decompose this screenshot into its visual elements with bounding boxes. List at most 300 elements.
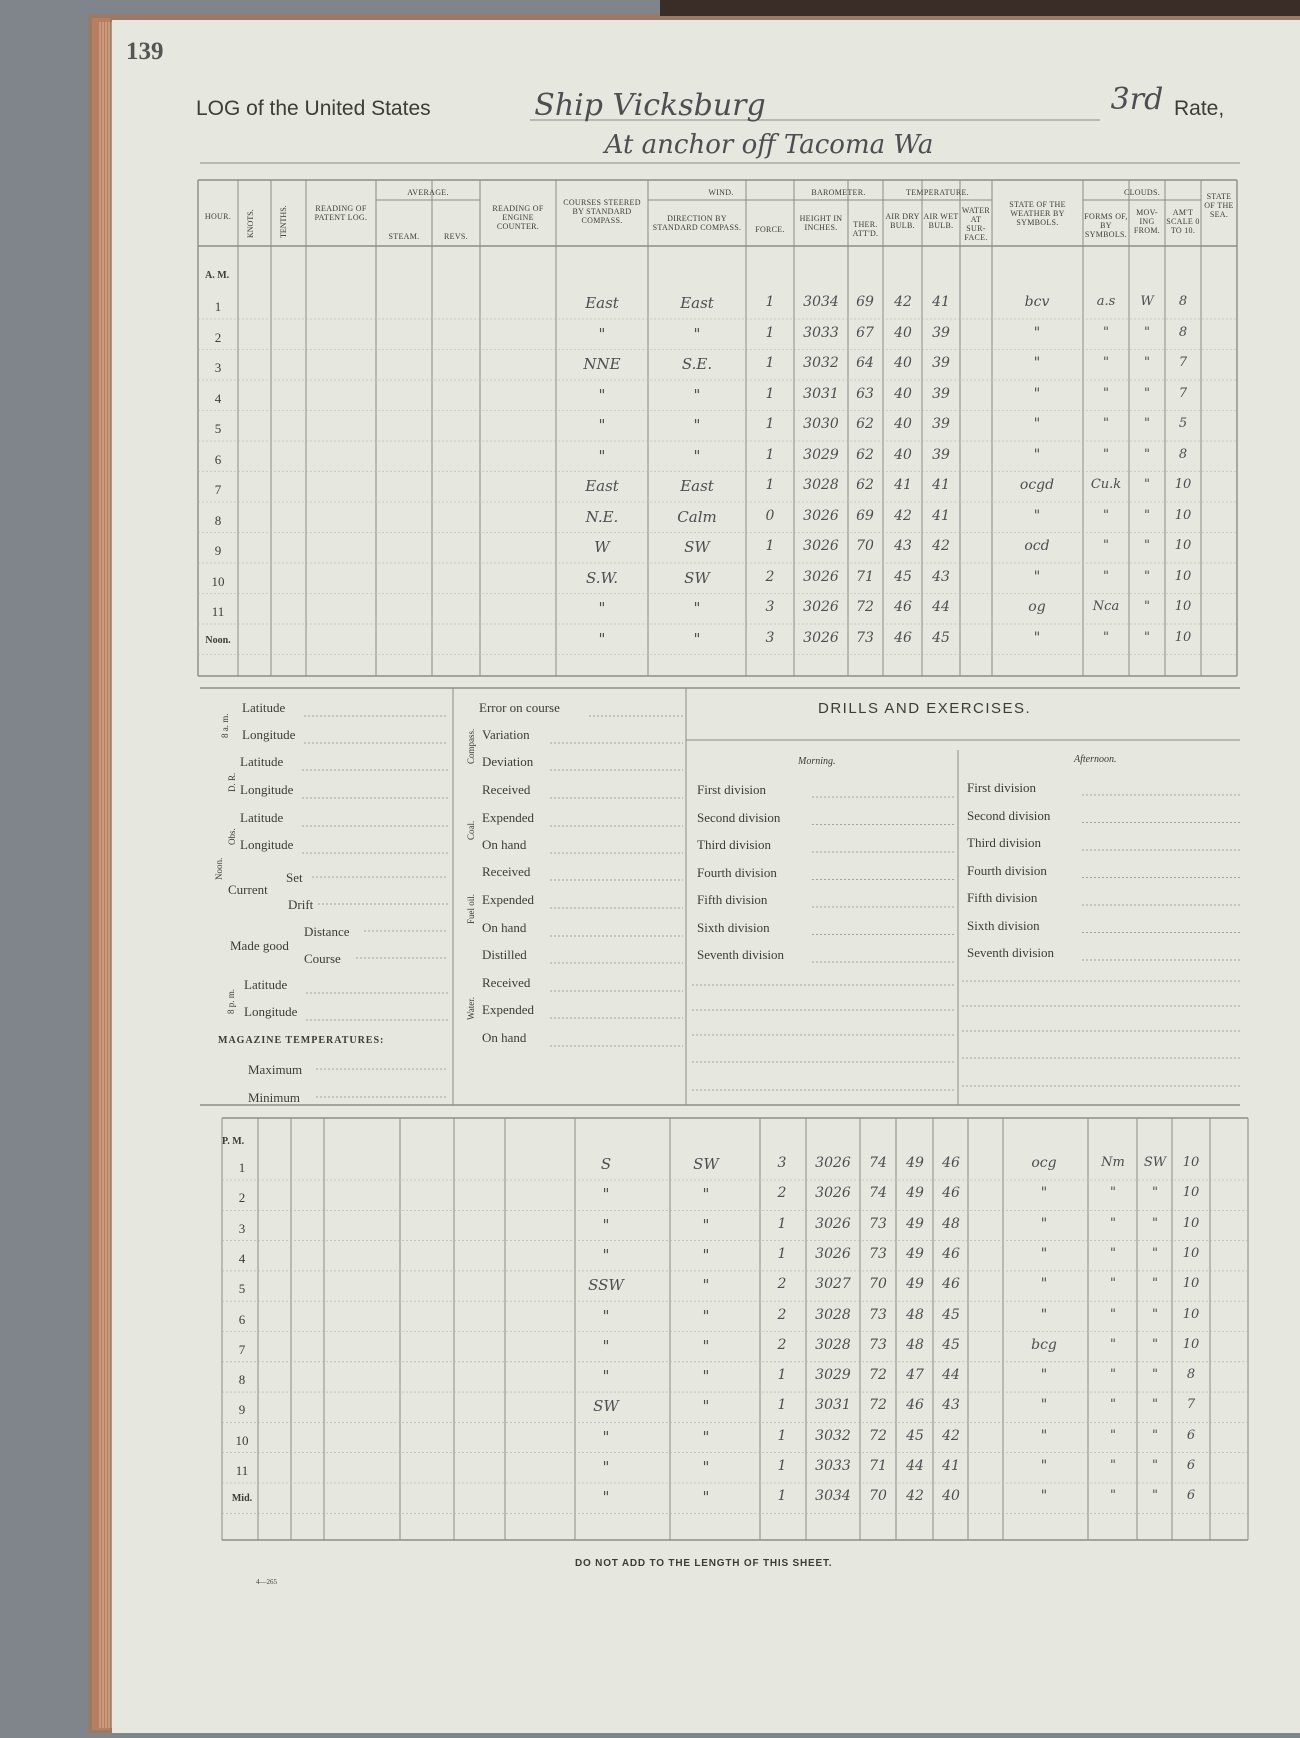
am-amount-entry: 8 xyxy=(1178,324,1188,340)
pm-course-entry: " xyxy=(602,1245,610,1264)
pm-amount-entry: 6 xyxy=(1186,1427,1196,1443)
course-label: Course xyxy=(304,951,341,966)
current-label: Current xyxy=(228,882,268,897)
fuel-side-label: Fuel oil. xyxy=(466,893,476,924)
am-force-entry: 1 xyxy=(765,416,775,432)
pm-ther-entry: 73 xyxy=(869,1336,887,1353)
am-dry-entry: 46 xyxy=(894,629,912,646)
am-force-entry: 1 xyxy=(765,538,775,554)
pm-dry-entry: 49 xyxy=(906,1245,924,1262)
position-longitude-label: Longitude xyxy=(244,1004,298,1019)
am-dir-entry: " xyxy=(693,324,701,343)
am-dir-entry: Calm xyxy=(677,507,717,526)
am-moving-entry: " xyxy=(1144,416,1150,431)
pm-dir-entry: " xyxy=(702,1458,710,1476)
ship-name: Ship Vicksburg xyxy=(534,88,766,123)
pm-dry-entry: 48 xyxy=(906,1306,924,1323)
pm-amount-entry: 8 xyxy=(1186,1367,1196,1383)
am-wet-entry: 43 xyxy=(932,568,950,585)
coal-side-label: Coal. xyxy=(466,820,476,840)
binding-edge xyxy=(92,18,110,1730)
revs-header: REVS. xyxy=(444,232,468,241)
pm-ther-entry: 72 xyxy=(869,1427,887,1444)
weather-header: STATE OF THE WEATHER BY SYMBOLS. xyxy=(1009,200,1066,227)
am-ther-entry: 69 xyxy=(856,507,874,524)
am-ther-entry: 73 xyxy=(856,629,874,646)
pm-course-entry: S xyxy=(600,1155,612,1173)
am-wet-entry: 39 xyxy=(932,446,950,463)
am-dir-entry: SW xyxy=(684,538,710,556)
pm-dry-entry: 49 xyxy=(906,1185,924,1202)
morning-label: Morning. xyxy=(798,756,836,767)
pm-hour-label: 9 xyxy=(238,1402,246,1418)
pm-moving-entry: " xyxy=(1152,1306,1158,1322)
pm-weather-entry: " xyxy=(1040,1458,1048,1474)
am-amount-entry: 8 xyxy=(1178,446,1188,462)
pm-dir-entry: " xyxy=(702,1397,710,1416)
pm-forms-entry: " xyxy=(1110,1276,1116,1292)
set-label: Set xyxy=(286,870,303,885)
pm-wet-entry: 43 xyxy=(942,1397,960,1414)
am-force-entry: 3 xyxy=(765,599,775,615)
pm-amount-entry: 10 xyxy=(1182,1215,1200,1231)
am-dry-entry: 40 xyxy=(894,385,912,402)
pm-height-entry: 3026 xyxy=(815,1155,851,1171)
am-dry-entry: 43 xyxy=(894,538,912,554)
pm-amount-entry: 6 xyxy=(1186,1458,1196,1473)
pm-moving-entry: " xyxy=(1152,1427,1158,1443)
am-dir-entry: " xyxy=(693,416,701,434)
pm-moving-entry: " xyxy=(1152,1185,1158,1201)
position-latitude-label: Latitude xyxy=(242,700,286,715)
water-side-label: Water. xyxy=(466,996,476,1020)
am-moving-entry: " xyxy=(1144,599,1150,614)
am-ther-entry: 67 xyxy=(856,324,874,341)
afternoon-division-label: Fifth division xyxy=(967,890,1038,905)
am-weather-entry: ocgd xyxy=(1019,477,1055,493)
pm-height-entry: 3027 xyxy=(815,1276,851,1293)
pm-hour-label: 3 xyxy=(238,1220,246,1236)
pm-height-entry: 3026 xyxy=(815,1245,851,1262)
pm-hour-label: 1 xyxy=(238,1160,246,1175)
am-amount-entry: 10 xyxy=(1174,599,1192,614)
am-hour-label: 3 xyxy=(214,360,222,375)
pm-force-entry: 2 xyxy=(777,1276,787,1293)
am-amount-entry: 10 xyxy=(1174,507,1192,523)
pm-height-entry: 3031 xyxy=(815,1397,851,1414)
am-height-entry: 3029 xyxy=(803,446,839,463)
am-hour-label: 11 xyxy=(211,604,225,619)
am-ther-entry: 69 xyxy=(856,294,874,310)
am-amount-entry: 10 xyxy=(1174,629,1192,645)
am-dry-entry: 45 xyxy=(894,568,912,585)
pm-forms-entry: " xyxy=(1110,1185,1116,1201)
am-hour-label: 5 xyxy=(214,421,222,436)
pm-height-entry: 3026 xyxy=(815,1215,851,1232)
pm-weather-entry: bcg xyxy=(1031,1336,1057,1353)
am-dry-entry: 42 xyxy=(894,294,912,310)
am-weather-entry: " xyxy=(1033,324,1041,341)
supply-line-label: On hand xyxy=(482,837,527,852)
am-course-entry: " xyxy=(598,416,606,434)
tenths-header: TENTHS. xyxy=(279,205,288,238)
am-forms-entry: " xyxy=(1103,385,1109,401)
am-moving-entry: W xyxy=(1140,294,1154,309)
pm-forms-entry: " xyxy=(1110,1367,1116,1383)
pm-forms-entry: Nm xyxy=(1101,1155,1125,1170)
pm-weather-entry: " xyxy=(1040,1397,1048,1414)
pm-wet-entry: 42 xyxy=(942,1427,960,1444)
form-number: 4—265 xyxy=(256,1578,277,1586)
am-moving-entry: " xyxy=(1144,568,1150,584)
supply-line-label: Error on course xyxy=(479,700,560,715)
pm-dir-entry: SW xyxy=(693,1155,719,1173)
am-ther-entry: 62 xyxy=(856,416,874,432)
am-hour-label: 7 xyxy=(214,482,222,497)
magazine-label: MAGAZINE TEMPERATURES: xyxy=(218,1035,385,1046)
am-weather-entry: " xyxy=(1033,568,1041,585)
pm-dir-entry: " xyxy=(702,1427,710,1446)
afternoon-division-label: Second division xyxy=(967,807,1051,823)
pm-ther-entry: 73 xyxy=(869,1245,887,1262)
drift-label: Drift xyxy=(288,897,314,912)
patent-log-header: READING OF PATENT LOG. xyxy=(314,204,368,222)
steam-header: STEAM. xyxy=(388,232,420,241)
pm-course-entry: " xyxy=(602,1215,610,1234)
am-dir-entry: East xyxy=(680,477,714,495)
am-force-entry: 1 xyxy=(765,385,775,402)
afternoon-label: Afternoon. xyxy=(1074,754,1117,765)
pm-weather-entry: " xyxy=(1040,1215,1048,1232)
am-wet-entry: 39 xyxy=(932,416,950,432)
am-amount-entry: 10 xyxy=(1174,568,1192,584)
side-dr-label: D. R. xyxy=(227,772,237,792)
am-moving-entry: " xyxy=(1144,324,1150,340)
pm-dry-entry: 49 xyxy=(906,1155,924,1171)
pm-ther-entry: 73 xyxy=(869,1306,887,1323)
pm-hour-label: 5 xyxy=(238,1281,246,1297)
am-wet-entry: 39 xyxy=(932,385,950,402)
pm-course-entry: " xyxy=(602,1336,610,1355)
pm-dry-entry: 44 xyxy=(906,1458,924,1474)
pm-dir-entry: " xyxy=(702,1306,710,1325)
position-longitude-label: Longitude xyxy=(242,727,296,742)
side-8pm-label: 8 p. m. xyxy=(226,988,236,1014)
am-amount-entry: 7 xyxy=(1178,385,1188,401)
moving-header: MOV-ING FROM. xyxy=(1133,208,1161,235)
am-dir-entry: " xyxy=(693,446,701,465)
pm-ther-entry: 72 xyxy=(869,1367,887,1384)
side-8am-label: 8 a. m. xyxy=(220,713,230,738)
pm-wet-entry: 41 xyxy=(942,1458,960,1474)
supply-line-label: On hand xyxy=(482,1030,527,1045)
am-amount-entry: 10 xyxy=(1174,477,1192,492)
am-height-entry: 3026 xyxy=(803,629,839,646)
pm-wet-entry: 46 xyxy=(942,1276,960,1293)
pm-hour-label: 10 xyxy=(235,1432,249,1448)
pm-weather-entry: " xyxy=(1040,1276,1048,1293)
courses-header: COURSES STEERED BY STANDARD COMPASS. xyxy=(563,198,641,225)
am-wet-entry: 39 xyxy=(932,324,950,341)
pm-amount-entry: 10 xyxy=(1182,1306,1200,1322)
am-forms-entry: " xyxy=(1103,416,1109,431)
am-forms-entry: " xyxy=(1103,538,1109,553)
am-course-entry: N.E. xyxy=(585,507,619,526)
forms-header: FORMS OF, BY SYMBOLS. xyxy=(1084,212,1128,239)
pm-forms-entry: " xyxy=(1110,1488,1116,1504)
am-ther-entry: 62 xyxy=(856,477,874,493)
am-hour-label: 2 xyxy=(214,329,222,345)
supply-line-label: Received xyxy=(482,782,531,797)
minimum-label: Minimum xyxy=(248,1090,301,1105)
drills-title: DRILLS AND EXERCISES. xyxy=(818,700,1032,717)
distance-label: Distance xyxy=(304,924,350,939)
pm-forms-entry: " xyxy=(1110,1336,1116,1352)
am-wet-entry: 41 xyxy=(932,507,950,524)
pm-force-entry: 1 xyxy=(777,1215,787,1232)
pm-weather-entry: " xyxy=(1040,1488,1048,1505)
am-dir-entry: S.E. xyxy=(681,355,713,373)
afternoon-division-label: First division xyxy=(967,780,1036,795)
am-course-entry: East xyxy=(585,294,619,312)
am-course-entry: S.W. xyxy=(585,568,619,587)
am-hour-label: 6 xyxy=(214,451,222,467)
rate-value: 3rd xyxy=(1110,82,1164,117)
pm-amount-entry: 7 xyxy=(1186,1397,1196,1413)
am-height-entry: 3034 xyxy=(803,294,839,310)
am-course-entry: NNE xyxy=(583,355,621,373)
am-weather-entry: ocd xyxy=(1024,538,1050,554)
sea-state-header: STATE OF THE SEA. xyxy=(1204,192,1234,219)
supply-line-label: Received xyxy=(482,864,531,879)
pm-height-entry: 3028 xyxy=(815,1336,851,1353)
am-amount-entry: 5 xyxy=(1178,416,1188,431)
supply-line-label: Variation xyxy=(482,727,530,742)
am-course-entry: " xyxy=(598,324,606,343)
pm-weather-entry: " xyxy=(1040,1367,1048,1384)
knots-header: KNOTS. xyxy=(246,209,255,238)
am-forms-entry: " xyxy=(1103,629,1109,645)
pm-force-entry: 3 xyxy=(777,1155,787,1171)
am-course-entry: " xyxy=(598,629,606,648)
clouds-header: CLOUDS. xyxy=(1123,188,1161,197)
am-dry-entry: 40 xyxy=(894,416,912,432)
pm-course-entry: " xyxy=(602,1488,610,1507)
am-hour-label: 9 xyxy=(214,543,222,558)
afternoon-division-label: Fourth division xyxy=(967,862,1047,878)
dry-bulb-header: AIR DRY BULB. xyxy=(885,212,920,230)
am-forms-entry: " xyxy=(1103,355,1109,370)
am-force-entry: 3 xyxy=(765,629,775,646)
am-force-entry: 1 xyxy=(765,355,775,371)
morning-division-label: Second division xyxy=(697,809,781,825)
pm-height-entry: 3029 xyxy=(815,1367,851,1384)
am-amount-entry: 10 xyxy=(1174,538,1192,553)
pm-force-entry: 1 xyxy=(777,1245,787,1262)
am-moving-entry: " xyxy=(1144,355,1150,370)
am-ther-entry: 72 xyxy=(856,599,874,615)
water-header: WATER AT SUR-FACE. xyxy=(961,206,991,242)
am-course-entry: " xyxy=(598,446,606,465)
am-force-entry: 1 xyxy=(765,477,775,493)
pm-forms-entry: " xyxy=(1110,1427,1116,1443)
am-weather-entry: " xyxy=(1033,629,1041,646)
pm-moving-entry: " xyxy=(1152,1397,1158,1413)
pm-force-entry: 2 xyxy=(777,1185,787,1202)
pm-hour-label: 7 xyxy=(238,1341,246,1357)
pm-forms-entry: " xyxy=(1110,1458,1116,1473)
am-height-entry: 3026 xyxy=(803,538,839,554)
pm-moving-entry: " xyxy=(1152,1276,1158,1292)
pm-wet-entry: 48 xyxy=(942,1215,960,1232)
pm-height-entry: 3026 xyxy=(815,1185,851,1202)
pm-wet-entry: 45 xyxy=(942,1306,960,1323)
temperature-header: TEMPERATURE. xyxy=(906,188,969,197)
am-hour-label: 4 xyxy=(214,390,222,406)
average-header: AVERAGE. xyxy=(407,188,449,197)
pm-dir-entry: " xyxy=(702,1185,710,1204)
pm-course-entry: SSW xyxy=(588,1276,624,1295)
pm-course-entry: " xyxy=(602,1367,610,1386)
am-ther-entry: 63 xyxy=(856,385,874,402)
am-weather-entry: " xyxy=(1033,507,1041,524)
pm-dir-entry: " xyxy=(702,1245,710,1264)
am-forms-entry: " xyxy=(1103,507,1109,523)
am-weather-entry: og xyxy=(1028,599,1046,615)
pm-dry-entry: 49 xyxy=(906,1276,924,1293)
pm-amount-entry: 10 xyxy=(1182,1185,1200,1201)
compass-side-label: Compass. xyxy=(466,728,476,764)
am-weather-entry: " xyxy=(1033,355,1041,371)
pm-hour-label: 2 xyxy=(238,1190,246,1206)
pm-moving-entry: " xyxy=(1152,1336,1158,1352)
am-dir-entry: " xyxy=(693,385,701,404)
am-dry-entry: 40 xyxy=(894,324,912,341)
am-moving-entry: " xyxy=(1144,507,1150,523)
pm-moving-entry: " xyxy=(1152,1488,1158,1504)
pm-forms-entry: " xyxy=(1110,1245,1116,1261)
am-amount-entry: 7 xyxy=(1178,355,1188,370)
am-dry-entry: 41 xyxy=(894,477,912,493)
morning-division-label: Fifth division xyxy=(697,892,768,907)
am-wet-entry: 45 xyxy=(932,629,950,646)
am-ther-entry: 62 xyxy=(856,446,874,463)
pm-hour-label: 6 xyxy=(238,1311,246,1327)
pm-force-entry: 2 xyxy=(777,1306,787,1323)
position-longitude-label: Longitude xyxy=(240,782,294,797)
pm-dir-entry: " xyxy=(702,1367,710,1386)
afternoon-division-label: Sixth division xyxy=(967,917,1040,933)
am-wet-entry: 41 xyxy=(932,294,950,310)
am-force-entry: 0 xyxy=(765,507,775,524)
am-force-entry: 2 xyxy=(765,568,775,585)
am-dir-entry: " xyxy=(693,629,701,648)
am-force-entry: 1 xyxy=(765,324,775,341)
wet-bulb-header: AIR WET BULB. xyxy=(923,212,959,230)
side-noon-label: Noon. xyxy=(214,857,224,880)
engine-counter-header: READING OF ENGINE COUNTER. xyxy=(492,204,544,231)
pm-forms-entry: " xyxy=(1110,1306,1116,1322)
am-forms-entry: a.s xyxy=(1096,294,1116,309)
am-moving-entry: " xyxy=(1144,446,1150,462)
supply-line-label: Expended xyxy=(482,1002,534,1017)
pm-force-entry: 1 xyxy=(777,1367,787,1384)
pm-moving-entry: " xyxy=(1152,1458,1158,1473)
pm-dir-entry: " xyxy=(702,1488,710,1507)
am-height-entry: 3030 xyxy=(803,416,839,432)
am-forms-entry: " xyxy=(1103,568,1109,584)
morning-division-label: Seventh division xyxy=(697,947,785,962)
morning-division-label: First division xyxy=(697,782,766,797)
pm-height-entry: 3028 xyxy=(815,1306,851,1323)
pm-force-entry: 1 xyxy=(777,1427,787,1444)
force-header: FORCE. xyxy=(755,225,785,234)
am-course-entry: W xyxy=(594,538,610,556)
supply-line-label: Distilled xyxy=(482,947,527,962)
pm-wet-entry: 46 xyxy=(942,1245,960,1262)
hour-header: HOUR. xyxy=(204,212,232,221)
ther-header: THER. ATT'D. xyxy=(852,220,879,238)
pm-dry-entry: 42 xyxy=(906,1488,924,1505)
morning-division-label: Sixth division xyxy=(697,919,770,935)
pm-height-entry: 3034 xyxy=(815,1488,851,1505)
page-number: 139 xyxy=(126,38,164,65)
supply-line-label: Deviation xyxy=(482,754,534,769)
pm-amount-entry: 10 xyxy=(1182,1276,1200,1292)
position-latitude-label: Latitude xyxy=(240,754,284,769)
pm-ther-entry: 70 xyxy=(869,1276,887,1293)
pm-ther-entry: 74 xyxy=(869,1155,887,1171)
am-amount-entry: 8 xyxy=(1178,294,1188,309)
pm-force-entry: 2 xyxy=(777,1336,787,1353)
pm-wet-entry: 44 xyxy=(942,1367,960,1384)
maximum-label: Maximum xyxy=(248,1062,303,1077)
am-wet-entry: 42 xyxy=(932,538,950,554)
am-dry-entry: 40 xyxy=(894,355,912,371)
rate-label: Rate, xyxy=(1174,97,1225,120)
am-height-entry: 3026 xyxy=(803,568,839,585)
am-hour-label: 8 xyxy=(214,512,222,528)
wind-header: WIND. xyxy=(708,188,734,197)
am-course-entry: " xyxy=(598,599,606,617)
position-latitude-label: Latitude xyxy=(240,810,284,825)
am-weather-entry: " xyxy=(1033,385,1041,402)
pm-dir-entry: " xyxy=(702,1215,710,1234)
location-note: At anchor off Tacoma Wa xyxy=(604,130,934,160)
pm-ther-entry: 71 xyxy=(869,1458,887,1474)
am-course-entry: East xyxy=(585,477,619,495)
position-longitude-label: Longitude xyxy=(240,837,294,852)
am-dry-entry: 42 xyxy=(894,507,912,524)
direction-header: DIRECTION BY STANDARD COMPASS. xyxy=(652,214,742,232)
supply-line-label: Expended xyxy=(482,892,534,907)
binding-top xyxy=(660,0,1300,16)
am-wet-entry: 39 xyxy=(932,355,950,371)
pm-ther-entry: 74 xyxy=(869,1185,887,1202)
supply-line-label: Expended xyxy=(482,810,534,825)
am-label: A. M. xyxy=(205,270,230,281)
log-title-prefix: LOG of the United States xyxy=(196,97,431,120)
pm-dir-entry: " xyxy=(702,1336,710,1355)
pm-moving-entry: " xyxy=(1152,1215,1158,1231)
amount-header: AM'T SCALE 0 TO 10. xyxy=(1166,208,1200,235)
pm-moving-entry: " xyxy=(1152,1367,1158,1383)
pm-forms-entry: " xyxy=(1110,1215,1116,1231)
pm-course-entry: " xyxy=(602,1185,610,1204)
pm-hour-label: 11 xyxy=(235,1463,249,1478)
am-dir-entry: SW xyxy=(684,568,710,587)
am-hour-label: 1 xyxy=(214,299,222,314)
